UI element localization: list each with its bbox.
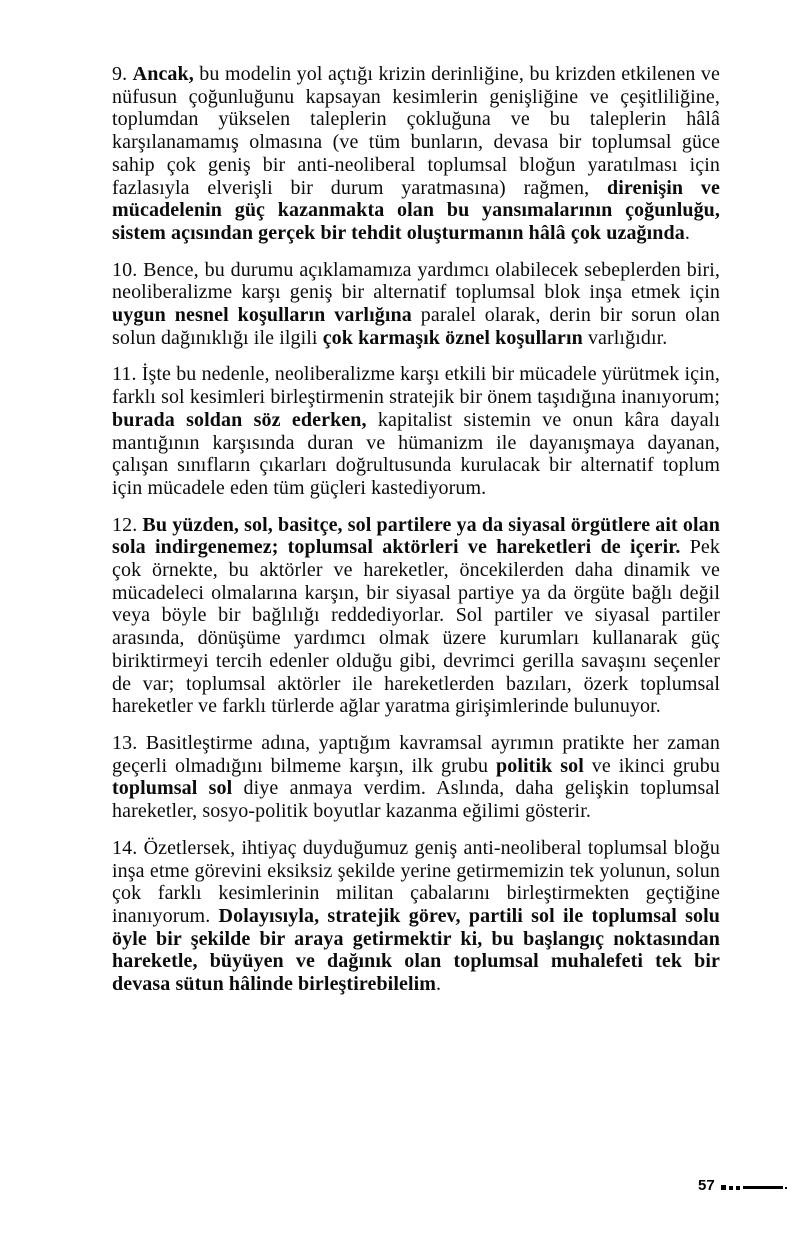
page-footer [698,1177,787,1195]
paragraph-10 [112,259,720,350]
text-run-bold: Dolayısıyla, stratejik görev, partili sol ile toplumsal solu öyle bir şekilde bir araya getirmektir ki, bu başlangıç noktasından hareketle, büyüyen ve dağınık olan toplumsal muhalefeti tek bir devasa sütun hâlinde birleştirebilelim [112,904,720,996]
text-run-bold: burada soldan söz ederken, [112,408,367,431]
text-run: 11. İşte bu nedenle, neoliberalizme karşı etkili bir mücadele yürütmek için, farklı sol kesimleri birleştirmenin stratejik bir önem taşıdığına inanıyorum; [112,363,720,409]
footer-ornament [721,1185,787,1190]
text-run: paralel olarak, derin bir sorun olan solun dağınıklığı ile ilgili [112,304,720,349]
text-run: bu modelin yol açtığı krizin derinliğine, bu krizden etkilenen ve nüfusun çoğunluğunu kapsayan kesimlerin genişliğine ve çeşitliliğine, toplumdan yükselen taleplerin çokluğuna ve bu taleplerin hâlâ karşılanamamış olmasına (ve tüm bunların, devasa bir toplumsal güce sahip çok geniş bir anti-neoliberal toplumsal bloğun yaratılması için fazlasıyla elverişli bir durum yaratmasına) rağmen, [112,63,720,199]
text-run: 13. Basitleştirme adına, yaptığım kavramsal ayrımın pratikte her zaman geçerli olmadığını bilmeme karşın, ilk grubu [112,731,720,777]
body-text [112,63,720,1010]
footer-rule [743,1186,783,1189]
text-run: . [684,221,690,244]
text-run-bold: çok karmaşık öznel koşulların [322,326,583,349]
square-icon [729,1186,733,1190]
text-run: varlığıdır. [582,326,668,349]
text-run: ve ikinci grubu [583,754,720,777]
text-run-bold: direnişin ve mücadelenin güç kazanmakta olan bu yansımalarının çoğunluğu, sistem açısından gerçek bir tehdit oluşturmanın hâlâ çok uzağında [112,176,720,244]
paragraph-13 [112,732,720,823]
text-run: kapitalist sistemin ve onun kâra dayalı mantığının karşısında duran ve hümanizm ile dayanışmaya dayanan, çalışan sınıfların çıkarları doğrultusunda kurulacak bir alternatif toplum için mücadele eden tüm güçleri kastediyorum. [112,408,720,499]
text-run-bold: Bu yüzden, sol, basitçe, sol partilere ya da siyasal örgütlere ait olan sola indirgenemez; toplumsal aktörleri ve hareketleri de içerir. [112,513,720,559]
text-run: diye anmaya verdim. Aslında, daha gelişkin toplumsal hareketler, sosyo-politik boyutlar kazanma eğilimi gösterir. [112,777,721,823]
text-run-bold: toplumsal sol [112,777,233,800]
paragraph-9 [112,63,720,245]
text-run-bold: uygun nesnel koşulların varlığına [112,304,412,327]
square-icon [736,1186,740,1190]
paragraph-14 [112,837,720,996]
paragraph-12 [112,514,720,718]
text-run: 14. Özetlersek, ihtiyaç duyduğumuz geniş anti-neoliberal toplumsal bloğu inşa etme görevini eksiksiz şekilde yerine getirmemizin tek yolunun, solun çok farklı kesimlerinin militan çabalarını birleştirmekten geçtiğine inanıyorum. [112,836,720,927]
text-run-bold: Ancak, [132,63,194,85]
paragraph-11 [112,363,720,499]
page-number: 57 [698,1177,715,1194]
footer-dot [785,1187,787,1189]
square-icon [721,1185,726,1190]
text-run: Pek çok örnekte, bu aktörler ve hareketler, öncekilerden daha dinamik ve mücadeleci olmalarına karşın, bir siyasal partiye ya da örgüte bağlı değil veya böyle bir bağlılığı reddediyorlar. Sol partiler ve siyasal partiler arasında, dönüşüme yardımcı olmak üzere kurumları kullanarak güç biriktirmeyi tercih edenler olduğu gibi, devrimci gerilla savaşını seçenler de var; toplumsal aktörler ile hareketlerden bazıları, özerk toplumsal hareketler ve farklı türlerde ağlar yaratma girişimlerinde bulunuyor. [112,536,721,718]
text-run: . [436,973,442,996]
text-run: 10. Bence, bu durumu açıklamamıza yardımcı olabilecek sebeplerden biri, neoliberalizme karşı geniş bir alternatif toplumsal blok inşa etmek için [112,258,720,304]
text-run: 12. [112,513,143,536]
text-run-bold: politik sol [496,754,584,777]
text-run: 9. [112,63,133,85]
